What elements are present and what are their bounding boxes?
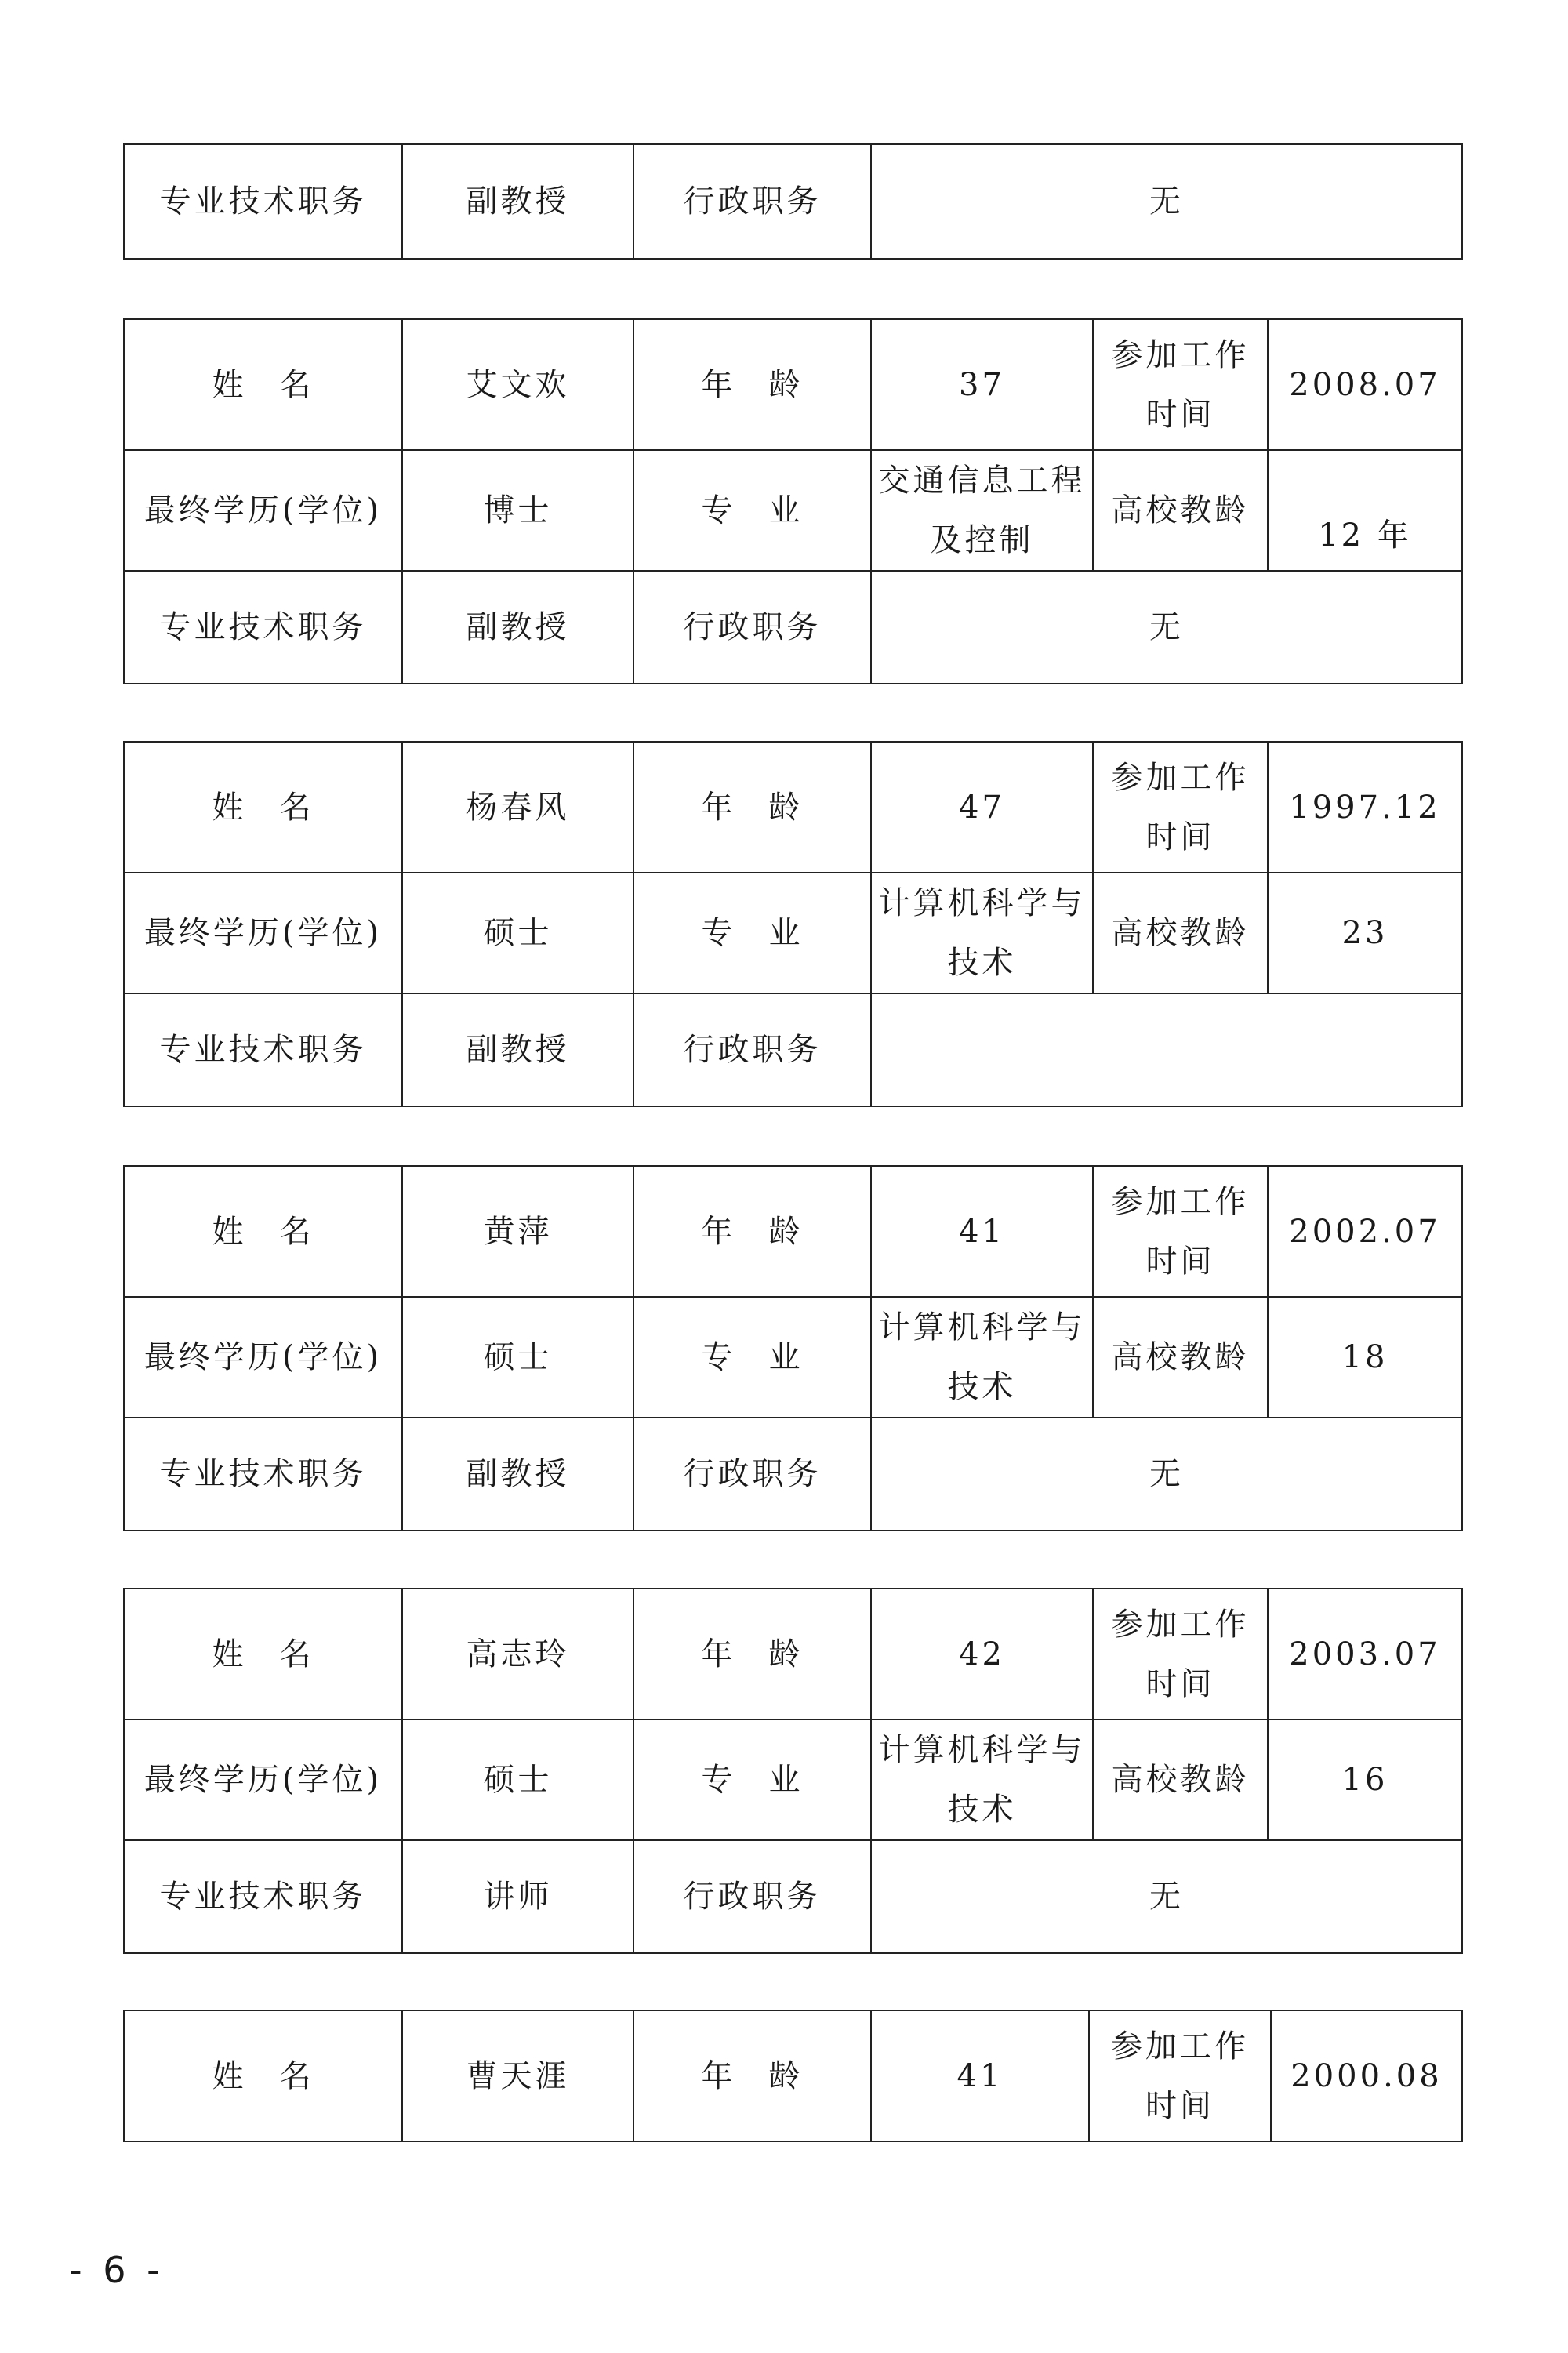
label-major: 专 业 [633, 1719, 871, 1840]
label-education: 最终学历(学位) [124, 873, 402, 993]
label-teaching-years: 高校教龄 [1093, 873, 1268, 993]
value-age: 41 [871, 1166, 1093, 1297]
value-age: 41 [871, 2010, 1089, 2141]
label-major: 专 业 [633, 1297, 871, 1418]
value-tech-title: 副教授 [402, 571, 633, 684]
value-work-start: 2003.07 [1268, 1589, 1462, 1719]
value-education: 博士 [402, 450, 633, 571]
value-admin-post [871, 993, 1462, 1106]
value-admin-post: 无 [871, 1840, 1462, 1953]
label-admin-post: 行政职务 [633, 993, 871, 1106]
value-name: 高志玲 [402, 1589, 633, 1719]
label-name: 姓 名 [124, 1166, 402, 1297]
label-admin-post: 行政职务 [633, 571, 871, 684]
value-major: 计算机科学与技术 [871, 873, 1093, 993]
value-work-start: 2000.08 [1271, 2010, 1462, 2141]
label-admin-post: 行政职务 [633, 1840, 871, 1953]
value-teaching-years: 23 [1268, 873, 1462, 993]
value-tech-title: 副教授 [402, 1418, 633, 1531]
label-name: 姓 名 [124, 319, 402, 450]
value-major: 交通信息工程及控制 [871, 450, 1093, 571]
label-education: 最终学历(学位) [124, 1719, 402, 1840]
value-age: 37 [871, 319, 1093, 450]
label-tech-title: 专业技术职务 [124, 144, 402, 259]
value-education: 硕士 [402, 1719, 633, 1840]
label-admin-post: 行政职务 [633, 144, 871, 259]
value-work-start: 2008.07 [1268, 319, 1462, 450]
value-tech-title: 副教授 [402, 144, 633, 259]
label-age: 年 龄 [633, 1589, 871, 1719]
label-name: 姓 名 [124, 742, 402, 873]
label-major: 专 业 [633, 873, 871, 993]
value-name: 曹天涯 [402, 2010, 633, 2141]
label-tech-title: 专业技术职务 [124, 1840, 402, 1953]
label-admin-post: 行政职务 [633, 1418, 871, 1531]
label-work-start: 参加工作时间 [1093, 1589, 1268, 1719]
label-work-start: 参加工作时间 [1093, 319, 1268, 450]
value-education: 硕士 [402, 1297, 633, 1418]
value-work-start: 1997.12 [1268, 742, 1462, 873]
record-top-partial [123, 143, 1463, 260]
value-teaching-years: 12 年 [1268, 450, 1462, 571]
label-work-start: 参加工作时间 [1089, 2010, 1271, 2141]
label-teaching-years: 高校教龄 [1093, 1719, 1268, 1840]
label-work-start: 参加工作时间 [1093, 742, 1268, 873]
value-admin-post: 无 [871, 571, 1462, 684]
value-major: 计算机科学与技术 [871, 1719, 1093, 1840]
record-2 [123, 741, 1463, 1107]
label-tech-title: 专业技术职务 [124, 993, 402, 1106]
record-4 [123, 1588, 1463, 1954]
label-teaching-years: 高校教龄 [1093, 450, 1268, 571]
label-work-start: 参加工作时间 [1093, 1166, 1268, 1297]
page-number: - 6 - [69, 2249, 165, 2291]
label-name: 姓 名 [124, 1589, 402, 1719]
value-work-start: 2002.07 [1268, 1166, 1462, 1297]
label-name: 姓 名 [124, 2010, 402, 2141]
value-name: 杨春风 [402, 742, 633, 873]
value-major: 计算机科学与技术 [871, 1297, 1093, 1418]
value-admin-post: 无 [871, 144, 1462, 259]
label-tech-title: 专业技术职务 [124, 571, 402, 684]
value-tech-title: 讲师 [402, 1840, 633, 1953]
value-teaching-years: 18 [1268, 1297, 1462, 1418]
label-major: 专 业 [633, 450, 871, 571]
label-education: 最终学历(学位) [124, 1297, 402, 1418]
value-age: 42 [871, 1589, 1093, 1719]
value-education: 硕士 [402, 873, 633, 993]
value-age: 47 [871, 742, 1093, 873]
value-admin-post: 无 [871, 1418, 1462, 1531]
value-name: 黄萍 [402, 1166, 633, 1297]
record-1 [123, 318, 1463, 684]
label-age: 年 龄 [633, 2010, 871, 2141]
label-tech-title: 专业技术职务 [124, 1418, 402, 1531]
label-teaching-years: 高校教龄 [1093, 1297, 1268, 1418]
label-age: 年 龄 [633, 319, 871, 450]
value-name: 艾文欢 [402, 319, 633, 450]
record-3 [123, 1165, 1463, 1531]
value-teaching-years: 16 [1268, 1719, 1462, 1840]
value-tech-title: 副教授 [402, 993, 633, 1106]
label-education: 最终学历(学位) [124, 450, 402, 571]
label-age: 年 龄 [633, 1166, 871, 1297]
label-age: 年 龄 [633, 742, 871, 873]
record-last [123, 2010, 1463, 2142]
